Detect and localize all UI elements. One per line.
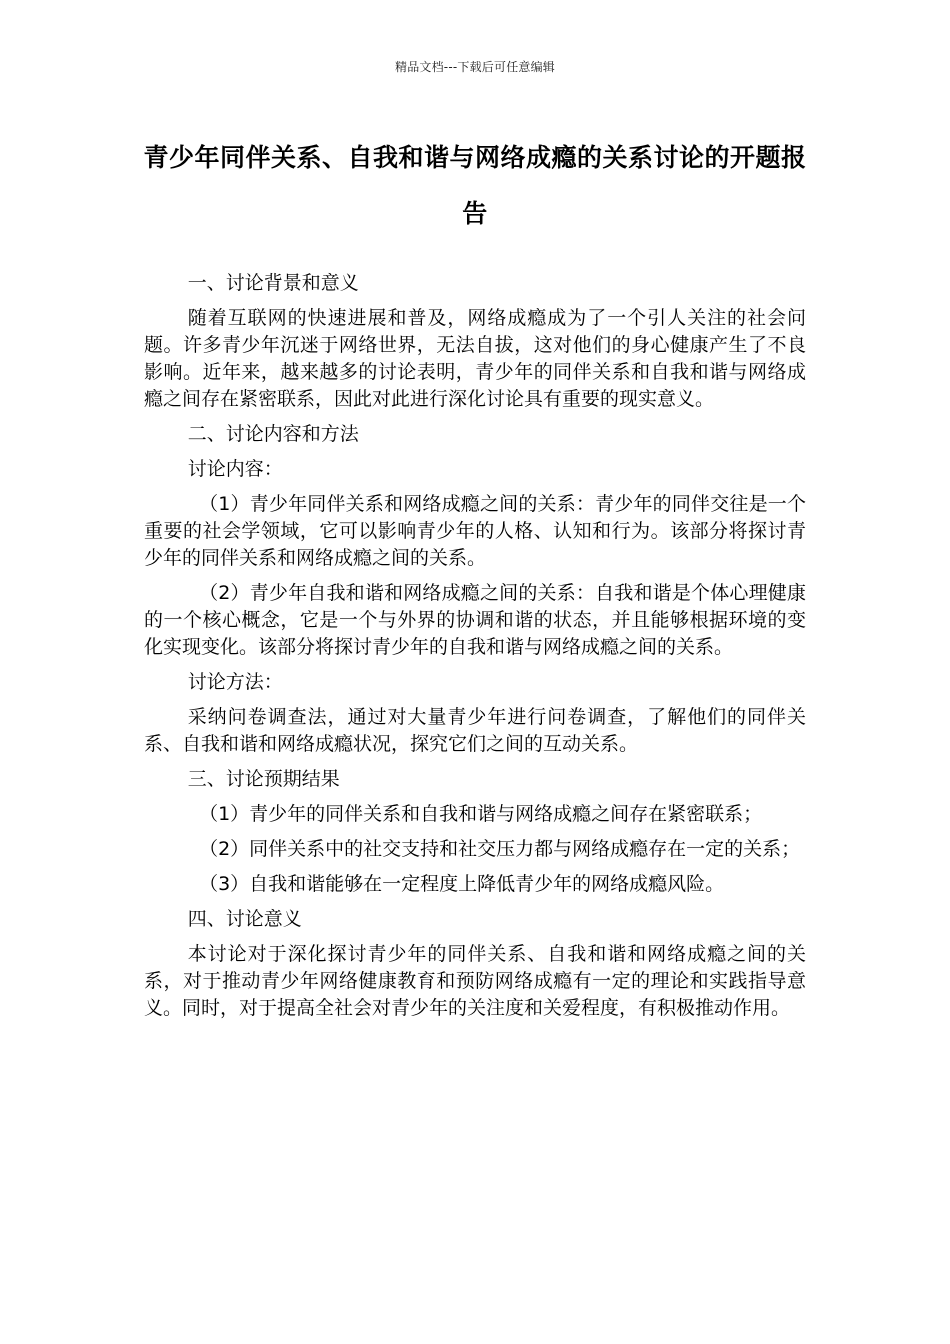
document-title: 青少年同伴关系、自我和谐与网络成瘾的关系讨论的开题报告 <box>143 143 807 228</box>
list-item-result-1: （1）青少年的同伴关系和自我和谐与网络成瘾之间存在紧密联系； <box>199 803 763 825</box>
list-item-content-2: （2）青少年自我和谐和网络成瘾之间的关系：自我和谐是个体心理健康的一个核心概念，它是一个与外界的协调和谐的状态，并且能够根据环境的变化实现变化。该部分将探讨青少年的自我和谐与网络成瘾之间的关系。 <box>144 582 806 658</box>
paragraph-significance: 本讨论对于深化探讨青少年的同伴关系、自我和谐和网络成瘾之间的关系，对于推动青少年网络健康教育和预防网络成瘾有一定的理论和实践指导意义。同时，对于提高全社会对青少年的关注度和关爱程度，有积极推动作用。 <box>144 943 806 1019</box>
section-heading-significance: 四、讨论意义 <box>187 908 302 930</box>
section-heading-background: 一、讨论背景和意义 <box>187 272 359 294</box>
section-heading-expected-results: 三、讨论预期结果 <box>187 768 340 790</box>
document-body <box>144 270 806 1030</box>
section-heading-content-method: 二、讨论内容和方法 <box>187 423 359 445</box>
list-item-result-2: （2）同伴关系中的社交支持和社交压力都与网络成瘾存在一定的关系； <box>199 838 801 860</box>
label-research-content: 讨论内容： <box>187 458 283 480</box>
label-research-method: 讨论方法： <box>187 671 283 693</box>
paragraph-background: 随着互联网的快速进展和普及，网络成瘾成为了一个引人关注的社会问题。许多青少年沉迷于网络世界，无法自拔，这对他们的身心健康产生了不良影响。近年来，越来越多的讨论表明，青少年的同伴关系和自我和谐与网络成瘾之间存在紧密联系，因此对此进行深化讨论具有重要的现实意义。 <box>144 307 806 410</box>
header-note: 精品文档---下载后可任意编辑 <box>395 60 555 74</box>
list-item-content-1: （1）青少年同伴关系和网络成瘾之间的关系：青少年的同伴交往是一个重要的社会学领域，它可以影响青少年的人格、认知和行为。该部分将探讨青少年的同伴关系和网络成瘾之间的关系。 <box>144 493 806 569</box>
paragraph-method: 采纳问卷调查法，通过对大量青少年进行问卷调查，了解他们的同伴关系、自我和谐和网络成瘾状况，探究它们之间的互动关系。 <box>144 706 806 755</box>
list-item-result-3: （3）自我和谐能够在一定程度上降低青少年的网络成瘾风险。 <box>199 873 725 895</box>
